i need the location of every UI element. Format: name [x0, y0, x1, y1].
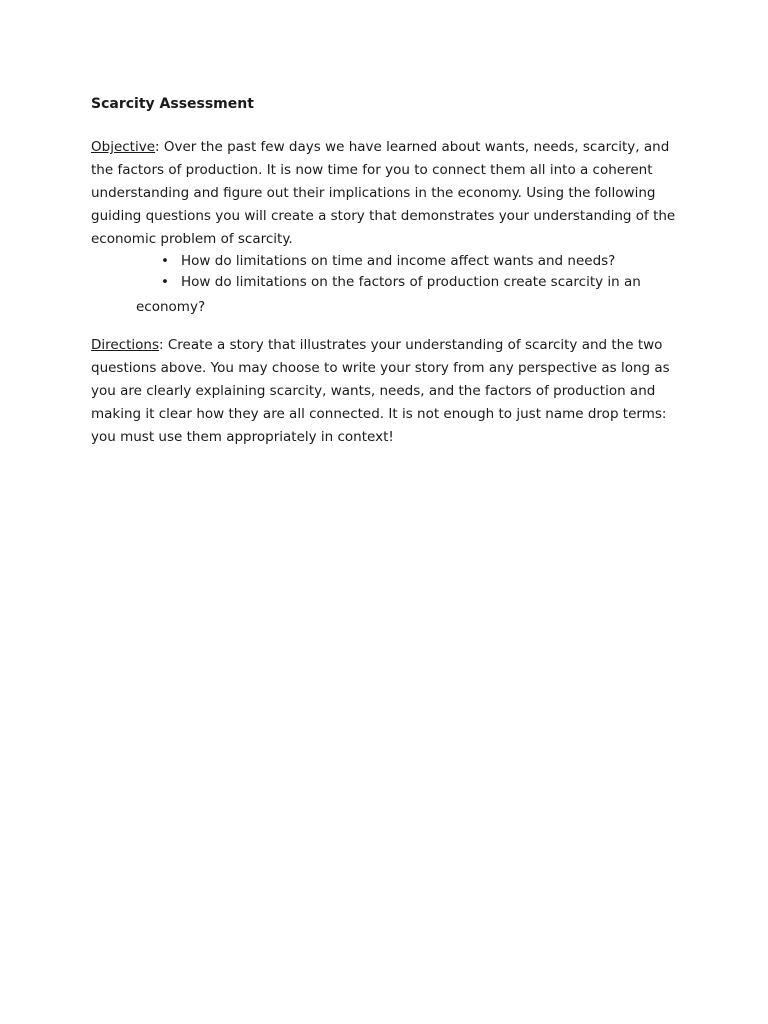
list-item [91, 272, 691, 293]
directions-section [91, 334, 691, 449]
directions-label: Directions [91, 337, 160, 353]
objective-label: Objective [91, 139, 156, 155]
guiding-questions-list [91, 251, 691, 293]
objective-text: : Over the past few days we have learned about wants, needs, scarcity, and the factors of production. It is now time for you to connect them all into a coherent understanding and figure out their implications in the economy. Using the following guiding questions you will create a story that demonstrates your understanding of the economic problem of scarcity. [91, 139, 676, 247]
list-item-continuation: economy? [136, 299, 206, 315]
list-item-text: How do limitations on time and income affect wants and needs? [181, 253, 616, 269]
list-item [91, 251, 691, 272]
objective-paragraph [91, 136, 691, 251]
bullet-icon: • [161, 274, 169, 290]
bullet-icon: • [161, 253, 169, 269]
list-item-text: How do limitations on the factors of production create scarcity in an [181, 274, 641, 290]
directions-paragraph [91, 334, 691, 449]
directions-text: : Create a story that illustrates your understanding of scarcity and the two questions above. You may choose to write your story from any perspective as long as you are clearly explaining scarcity, wants, needs, and the factors of production and making it clear how they are all connected. It is not enough to just name drop terms: you must use them appropriately in context! [91, 337, 670, 445]
objective-section [91, 136, 691, 319]
document-title: Scarcity Assessment [91, 96, 254, 112]
